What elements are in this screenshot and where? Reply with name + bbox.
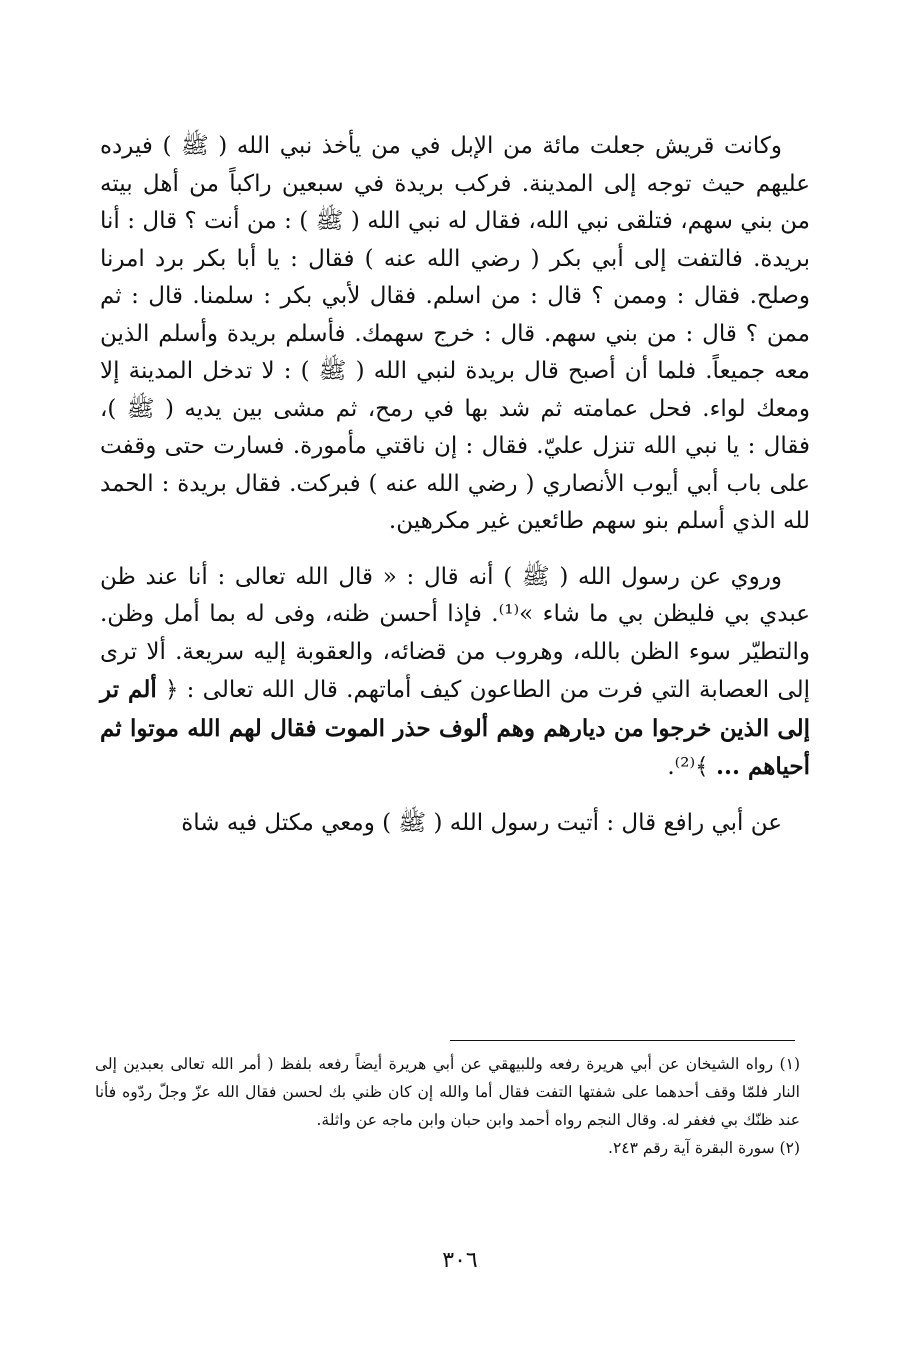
footnote-1: (١) رواه الشيخان عن أبي هريرة رفعه وللبيهقي عن أبي هريرة أيضاً رفعه بلفظ ( أمر الله تعالى بعبدين إلى النار فلمّا وقف أحدهما على شفتها التفت فقال أما والله إن كان ظني بك لحسن فقال الله عزّ وجلّ ردّوه فأنا عند ظنّك بي فغفر له. وقال النجم رواه أحمد وابن حبان وابن ماجه عن واثلة. <box>95 1055 800 1129</box>
paragraph-abu-rafi: عن أبي رافع قال : أتيت رسول الله ( ﷺ ) ومعي مكتل فيه شاة <box>181 809 782 836</box>
paragraph-quraysh-story: وكانت قريش جعلت مائة من الإبل في من يأخذ نبي الله ( ﷺ ) فيرده عليهم حيث توجه إلى المدينة. فركب بريدة في سبعين راكباً من أهل بيته من بني سهم، فتلقى نبي الله، فقال له نبي الله ( ﷺ ) : من أنت ؟ قال : أنا بريدة. فالتفت إلى أبي بكر ( رضي الله عنه ) فقال : يا أبا بكر برد امرنا وصلح. فقال : وممن ؟ قال : من اسلم. فقال لأبي بكر : سلمنا. قال : ثم ممن ؟ قال : من بني سهم. قال : خرج سهمك. فأسلم بريدة وأسلم الذين معه جميعاً. فلما أن أصبح قال بريدة لنبي الله ( ﷺ ) : لا تدخل المدينة إلا ومعك لواء. فحل عمامته ثم شد بها في رمح، ثم مشى بين يديه ( ﷺ )، فقال : يا نبي الله تنزل عليّ. فقال : إن ناقتي مأمورة. فسارت حتى وقفت على باب أبي أيوب الأنصاري ( رضي الله عنه ) فبركت. فقال بريدة : الحمد لله الذي أسلم بنو سهم طائعين غير مكرهين. <box>100 133 810 534</box>
paragraph-hadith-text: وروي عن رسول الله ( ﷺ ) أنه قال : « قال الله تعالى : أنا عند ظن عبدي بي فليظن بي ما شاء »⁽¹⁾. فإذا أحسن ظنه، وفى له بما أمل وظن. والتطيّر سوء الظن بالله، وهروب من قضائه، والعقوبة إليه سريعة. ألا ترى إلى العصابة التي فرت من الطاعون كيف أماتهم. قال الله تعالى : ﴿ <box>100 563 810 703</box>
footnote-divider <box>450 1040 795 1041</box>
quran-verse: ألم تر إلى الذين خرجوا من ديارهم وهم ألوف حذر الموت فقال لهم الله موتوا ثم أحياهم ... <box>100 676 810 780</box>
paragraph-hadith-good-opinion <box>100 559 810 787</box>
quran-verse-reference: ﴾⁽²⁾. <box>667 754 716 780</box>
main-text <box>100 128 810 842</box>
footnote-2: (٢) سورة البقرة آية رقم ٢٤٣. <box>608 1139 800 1157</box>
footnotes <box>95 1050 800 1162</box>
page-number: ٣٠٦ <box>442 1248 478 1273</box>
